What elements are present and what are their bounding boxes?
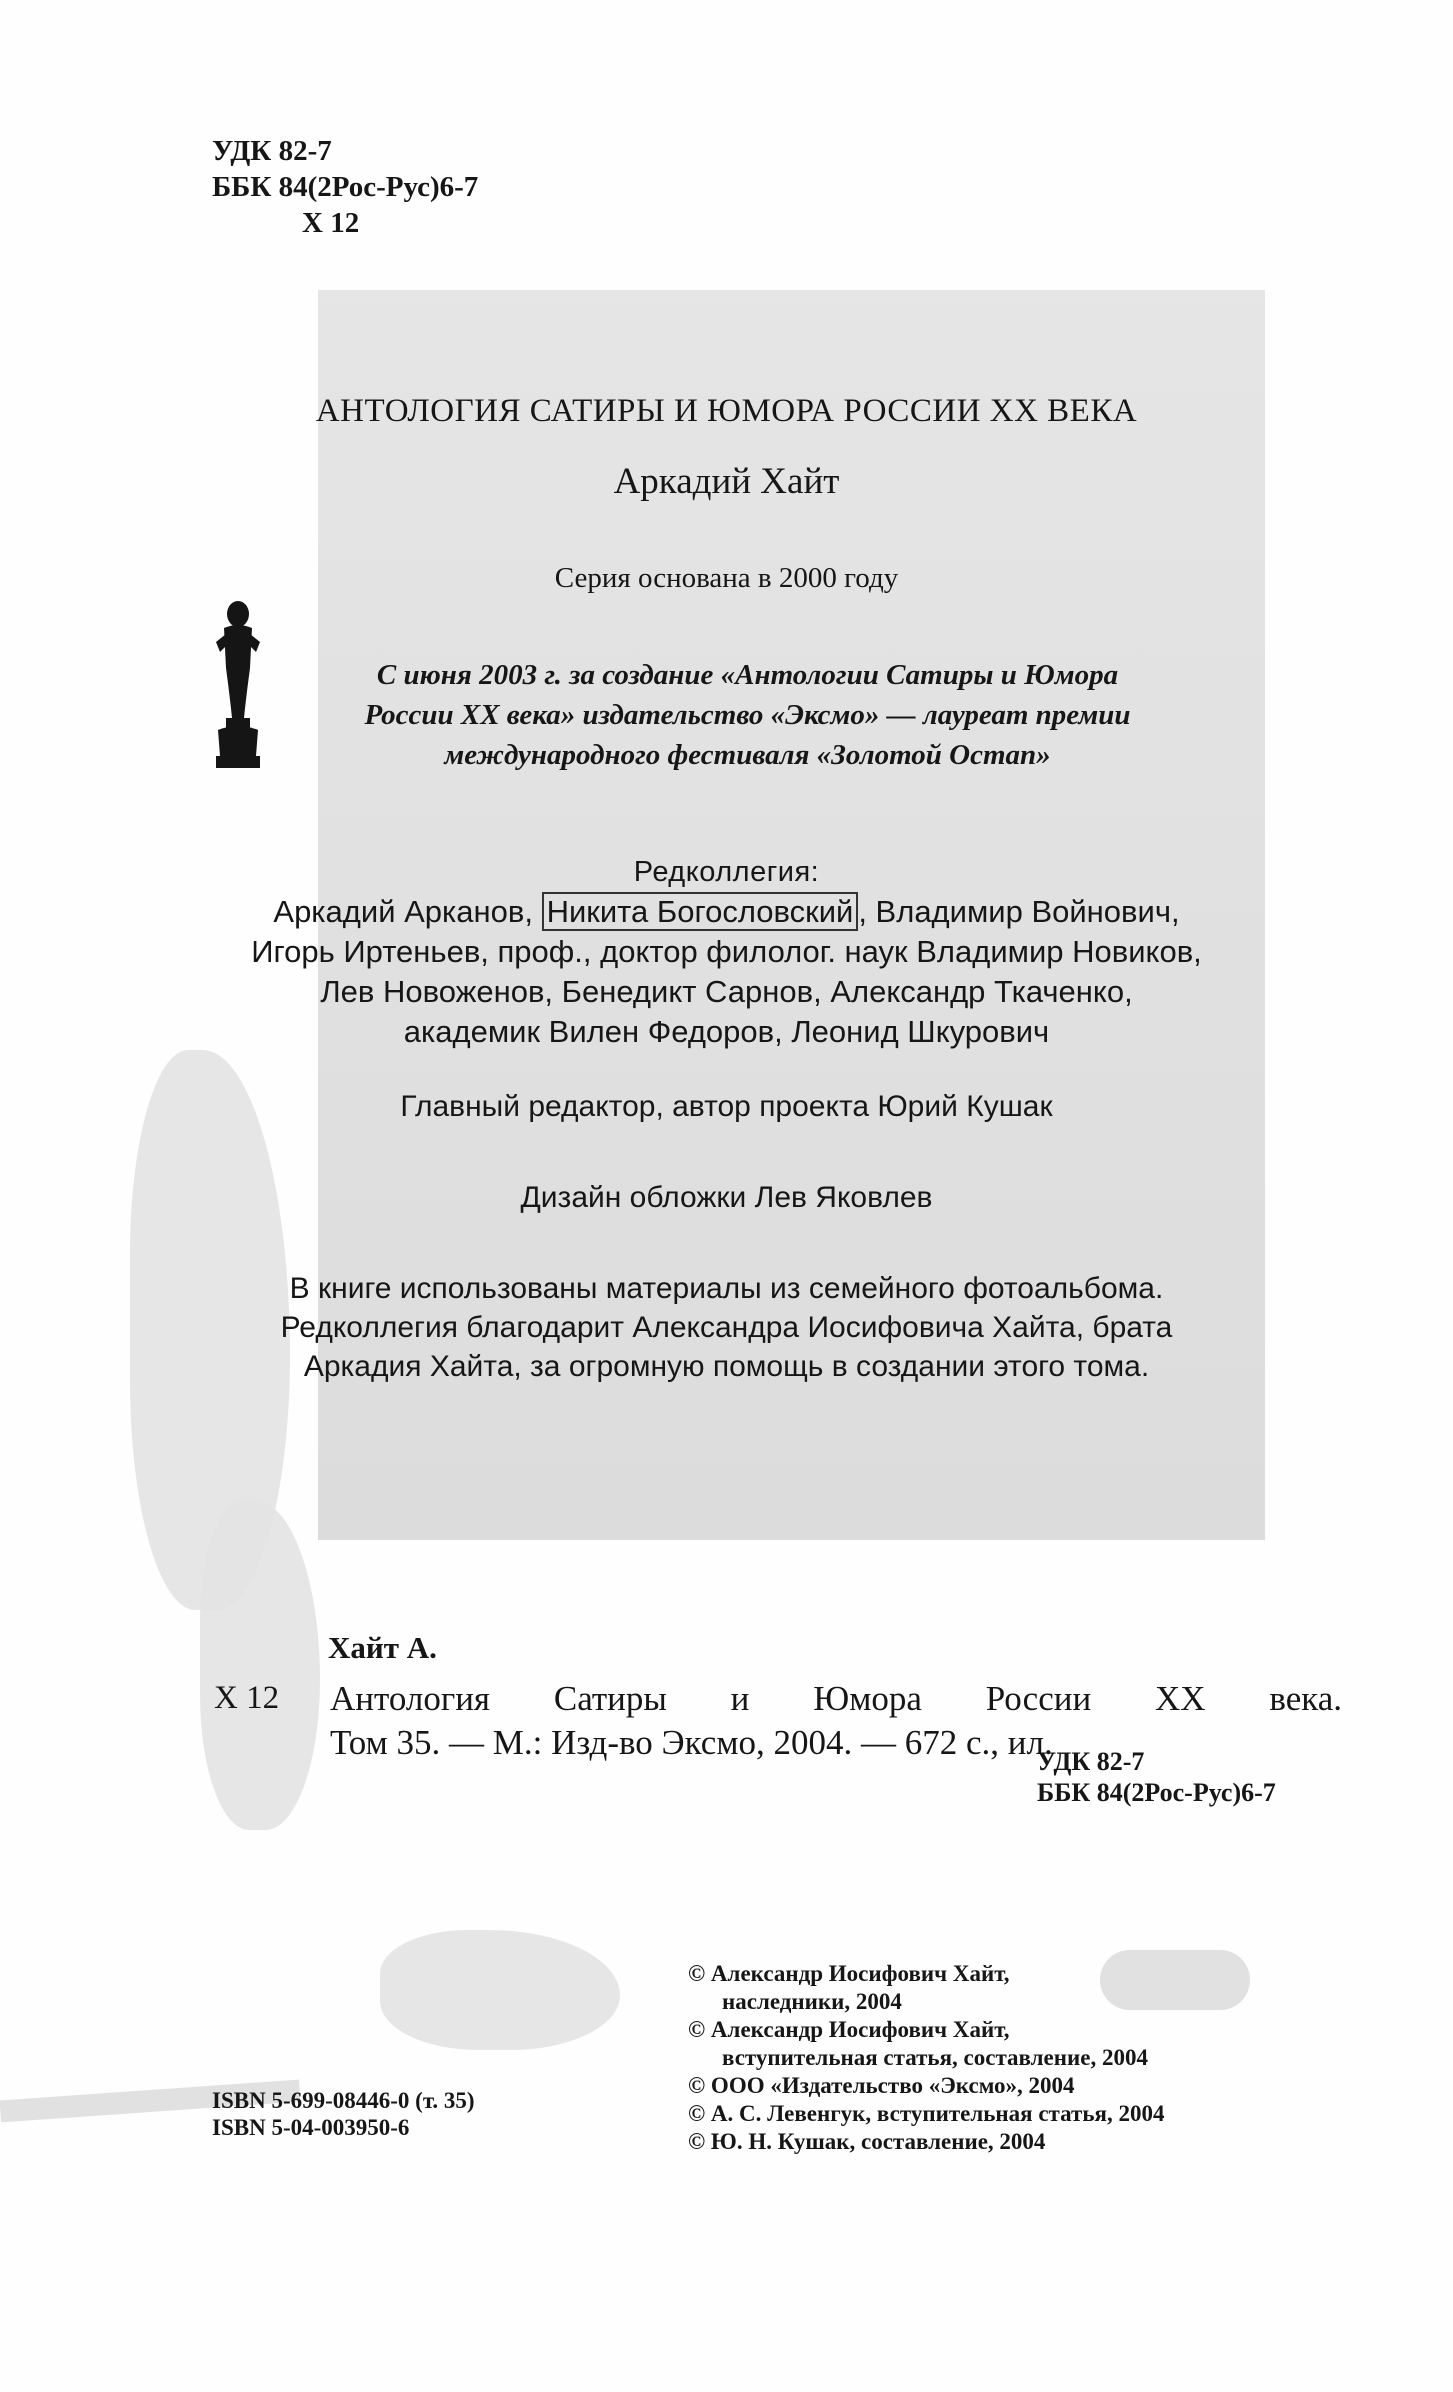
catalog-line: Том 35. — М.: Изд-во Эксмо, 2004. — 672 с., ил. [330,1723,1053,1762]
chief-editor: Главный редактор, автор проекта Юрий Кушак [400,1090,1053,1123]
catalog-udk: УДК 82-7 [1037,1747,1145,1776]
background-smudge [380,1930,620,2050]
author-name: Аркадий Хайт [613,461,840,502]
acknowledgement-note [0,1269,1453,1386]
board-member: Аркадий Арканов, [273,894,542,929]
catalog-bbk: ББК 84(2Рос-Рус)6-7 [1037,1778,1276,1807]
background-smudge [200,1500,320,1830]
catalog-code: Х 12 [214,1680,280,1716]
award-line: С июня 2003 г. за создание «Антологии Сатиры и Юмора [376,659,1119,691]
series-title: АНТОЛОГИЯ САТИРЫ И ЮМОРА РОССИИ ХХ ВЕКА [315,393,1138,429]
catalog-mark: Х 12 [302,207,360,239]
copyright-line: © А. С. Левенгук, вступительная статья, 2004 [688,2101,1165,2126]
editorial-board-list [0,892,1453,1052]
bbk-code: ББК 84(2Рос-Рус)6-7 [212,171,479,203]
award-line: России ХХ века» издательство «Эксмо» — лауреат премии [364,699,1131,731]
isbn-series: ISBN 5-04-003950-6 [212,2115,410,2140]
note-line: Аркадия Хайта, за огромную помощь в создании этого тома. [303,1350,1150,1383]
note-line: В книге использованы материалы из семейного фотоальбома. [289,1272,1164,1305]
copyright-line: наследники, 2004 [722,1989,902,2014]
note-line: Редколлегия благодарит Александра Иосифовича Хайта, брата [280,1311,1173,1344]
cover-design: Дизайн обложки Лев Яковлев [520,1181,933,1214]
award-text [0,655,1453,775]
board-member-highlighted: Никита Богословский [542,892,859,931]
copyright-line: © ООО «Издательство «Эксмо», 2004 [688,2073,1075,2098]
board-line: Игорь Иртеньев, проф., доктор филолог. наук Владимир Новиков, [251,934,1202,969]
copyright-block [688,1960,1164,2156]
copyright-line: © Ю. Н. Кушак, составление, 2004 [688,2129,1046,2154]
catalog-line: Антология Сатиры и Юмора России ХХ века. [330,1679,1342,1718]
isbn-block [212,2087,475,2141]
isbn-volume: ISBN 5-699-08446-0 (т. 35) [212,2088,475,2113]
editorial-board-heading: Редколлегия: [633,856,820,888]
copyright-line: вступительная статья, составление, 2004 [722,2045,1148,2070]
catalog-classification [1037,1746,1276,1808]
udk-code: УДК 82-7 [212,135,332,167]
series-founded: Серия основана в 2000 году [554,562,899,594]
copyright-line: © Александр Иосифович Хайт, [688,1961,1010,1986]
board-line: академик Вилен Федоров, Леонид Шкурович [403,1014,1050,1049]
award-line: международного фестиваля «Золотой Остап» [444,739,1051,771]
catalog-author: Хайт А. [328,1630,437,1665]
copyright-line: © Александр Иосифович Хайт, [688,2017,1010,2042]
board-member: , Владимир Войнович, [858,894,1180,929]
board-line [0,892,1453,932]
board-line: Лев Новоженов, Бенедикт Сарнов, Александр Ткаченко, [320,974,1133,1009]
